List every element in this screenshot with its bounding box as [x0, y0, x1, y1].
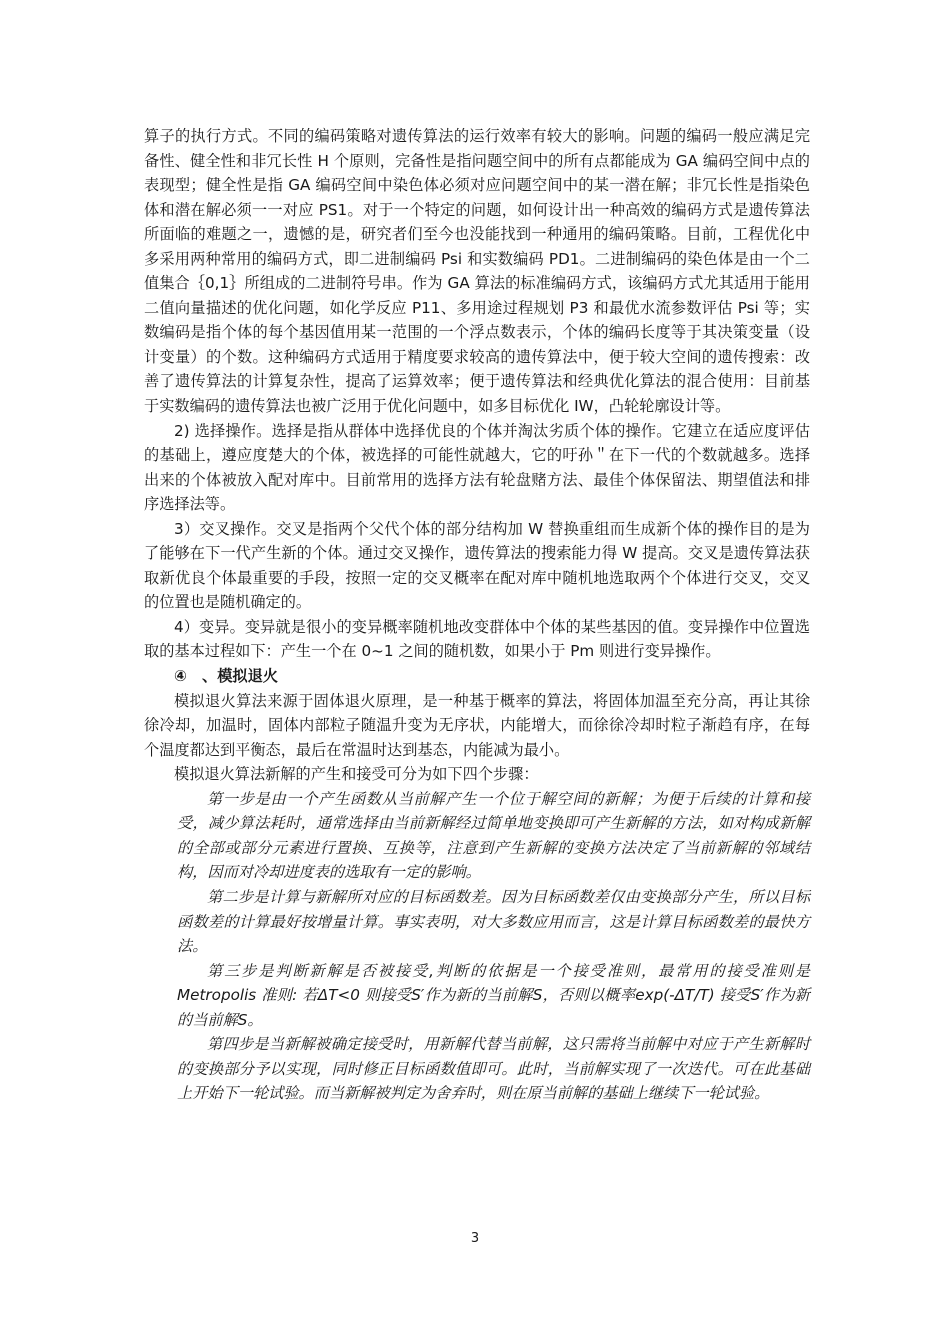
paragraph-sa-steps-intro: 模拟退火算法新解的产生和接受可分为如下四个步骤： — [174, 765, 539, 784]
step-two: 第二步是计算与新解所对应的目标函数差。因为目标函数差仅由变换部分产生，所以目标函数差的计算最好按增量计算。事实表明，对大多数应用而言，这是计算目标函数差的最快方法。 — [177, 887, 810, 956]
section-heading-simulated-annealing: ④ 、模拟退火 — [174, 667, 278, 686]
page-number: 3 — [470, 1231, 480, 1246]
paragraph-sa-origin: 模拟退火算法来源于固体退火原理，是一种基于概率的算法，将固体加温至充分高，再让其徐徐冷却，加温时，固体内部粒子随温升变为无序状，内能增大，而徐徐冷却时粒子渐趋有序，在每个温度都达到平衡态，最后在常温时达到基态，内能减为最小。 — [144, 691, 810, 759]
paragraph-encoding: 算子的执行方式。不同的编码策略对遗传算法的运行效率有较大的影响。问题的编码一般应满足完备性、健全性和非冗长性 H 个原则，完备性是指问题空间中的所有点都能成为 GA 编码空间中点的表现型；健全性是指 GA 编码空间中染色体必须对应问题空间中的某一潜在解；非冗长性是指染色体和潜在解必须一一对应 PS1。对于一个特定的问题，如何设计出一种高效的编码方式是遗传算法所面临的难题之一，遗憾的是，研究者们至今也没能找到一种通用的编码策略。目前，工程优化中多采用两种常用的编码方式，即二进制编码 Psi 和实数编码 PD1。二进制编码的染色体是由一个二值集合｛0,1｝所组成的二进制符号串。作为 GA 算法的标准编码方式，该编码方式尤其适用于能用二值向量描述的优化问题，如化学反应 P11、多用途过程规划 P3 和最优水流参数评估 Psi 等；实数编码是指个体的每个基因值用某一范围的一个浮点数表示，个体的编码长度等于其决策变量（设计变量）的个数。这种编码方式适用于精度要求较高的遗传算法中，便于较大空间的遗传搜索：改善了遗传算法的计算复杂性，提高了运算效率；便于遗传算法和经典优化算法的混合使用：目前基于实数编码的遗传算法也被广泛用于优化问题中，如多目标优化 IW，凸轮轮廓设计等。 — [144, 127, 810, 416]
paragraph-selection: 2) 选择操作。选择是指从群体中选择优良的个体并淘汰劣质个体的操作。它建立在适应度评估的基础上，遵应度楚大的个体，被选择的可能性就越大，它的吁孙＂在下一代的个数就越多。选择出来的个体被放入配对库中。目前常用的选择方法有轮盘赌方法、最佳个体保留法、期望值法和排序选择法等。 — [144, 421, 810, 514]
step-four: 第四步是当新解被确定接受时，用新解代替当前解，这只需将当前解中对应于产生新解时的变换部分予以实现，同时修正目标函数值即可。此时，当前解实现了一次迭代。可在此基础上开始下一轮试验。而当新解被判定为舍弃时，则在原当前解的基础上继续下一轮试验。 — [177, 1035, 810, 1103]
paragraph-crossover: 3）交叉操作。交叉是指两个父代个体的部分结构加 W 替换重组而生成新个体的操作目的是为了能够在下一代产生新的个体。通过交叉操作，遗传算法的搜索能力得 W 提高。交叉是遗传算法获取新优良个体最重要的手段，按照一定的交叉概率在配对库中随机地选取两个个体进行交叉，交叉的位置也是随机确定的。 — [144, 519, 810, 612]
page-body — [144, 124, 810, 1106]
step-one: 第一步是由一个产生函数从当前解产生一个位于解空间的新解；为便于后续的计算和接受，减少算法耗时，通常选择由当前新解经过简单地变换即可产生新解的方法，如对构成新解的全部或部分元素进行置换、互换等，注意到产生新解的变换方法决定了当前新解的邻域结构，因而对冷却进度表的选取有一定的影响。 — [177, 789, 810, 882]
step-three: 第三步是判断新解是否被接受,判断的依据是一个接受准则，最常用的接受准则是 Metropolis 准则: 若ΔT<0 则接受S′作为新的当前解S，否则以概率exp(-ΔT/T) 接受S′作为新的当前解S。 — [177, 961, 810, 1029]
paragraph-mutation: 4）变异。变异就是很小的变异概率随机地改变群体中个体的某些基因的值。变异操作中位置选取的基本过程如下：产生一个在 0~1 之间的随机数，如果小于 Pm 则进行变异操作。 — [144, 617, 810, 661]
